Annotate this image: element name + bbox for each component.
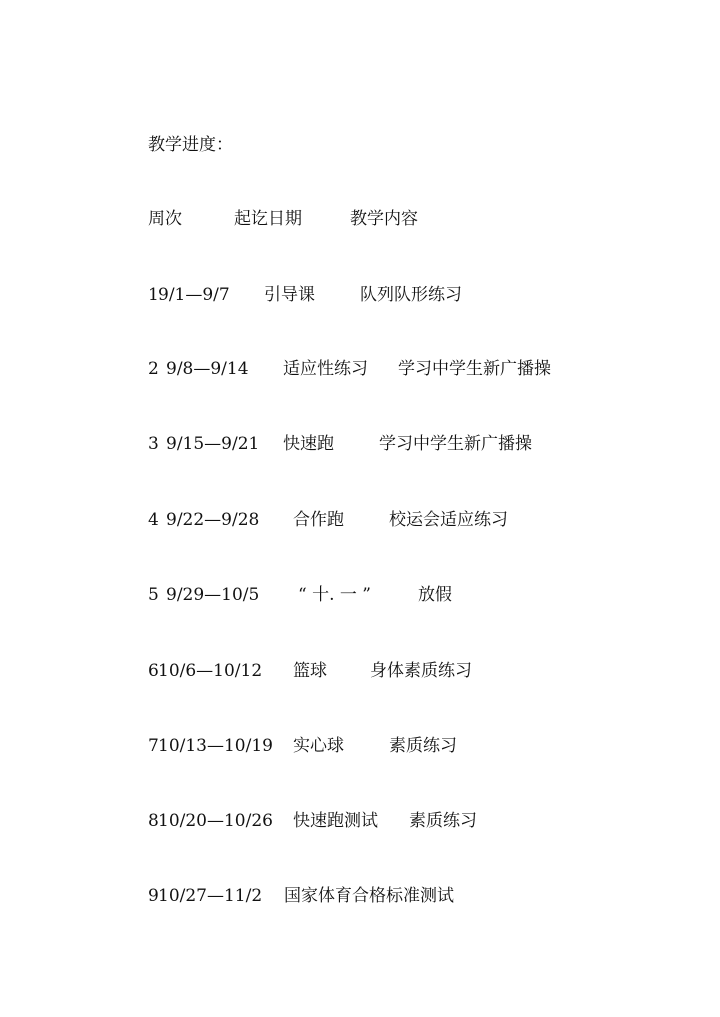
row-week: 6 (148, 661, 159, 681)
row-topic: 引导课 (264, 285, 315, 305)
row-topic: 快速跑测试 (293, 811, 378, 831)
row-topic: 篮球 (293, 661, 327, 681)
row-topic: 快速跑 (283, 434, 334, 454)
row-detail: 放假 (418, 585, 452, 605)
row-week: 9 (148, 886, 159, 906)
row-topic: 合作跑 (293, 510, 344, 530)
row-week: 4 (148, 510, 159, 530)
row-topic: 国家体育合格标准测试 (284, 886, 454, 906)
row-detail: 校运会适应练习 (389, 510, 508, 530)
row-topic: 适应性练习 (283, 359, 368, 379)
row-week: 5 (148, 585, 159, 605)
row-detail: 身体素质练习 (370, 661, 472, 681)
row-dates: 9/29—10/5 (166, 585, 260, 605)
row-detail: 素质练习 (409, 811, 477, 831)
row-dates: 9/22—9/28 (166, 510, 260, 530)
row-dates: 10/13—10/19 (158, 736, 273, 756)
row-week: 1 (148, 285, 159, 305)
row-detail: 学习中学生新广播操 (379, 434, 532, 454)
row-dates: 9/1—9/7 (158, 285, 230, 305)
row-detail: 学习中学生新广播操 (398, 359, 551, 379)
row-week: 8 (148, 811, 159, 831)
row-dates: 10/6—10/12 (158, 661, 263, 681)
row-detail: 素质练习 (389, 736, 457, 756)
column-content: 教学内容 (350, 209, 418, 229)
row-week: 2 (148, 359, 159, 379)
column-week: 周次 (148, 209, 182, 229)
row-dates: 10/27—11/2 (158, 886, 263, 906)
row-dates: 9/8—9/14 (166, 359, 249, 379)
heading-text: 教学进度： (148, 135, 233, 155)
row-week: 3 (148, 434, 159, 454)
row-detail: 队列队形练习 (360, 285, 462, 305)
row-topic: “ 十. 一 ” (298, 585, 371, 605)
row-dates: 10/20—10/26 (158, 811, 273, 831)
row-dates: 9/15—9/21 (166, 434, 260, 454)
row-week: 7 (148, 736, 159, 756)
column-dates: 起讫日期 (234, 209, 302, 229)
row-topic: 实心球 (293, 736, 344, 756)
